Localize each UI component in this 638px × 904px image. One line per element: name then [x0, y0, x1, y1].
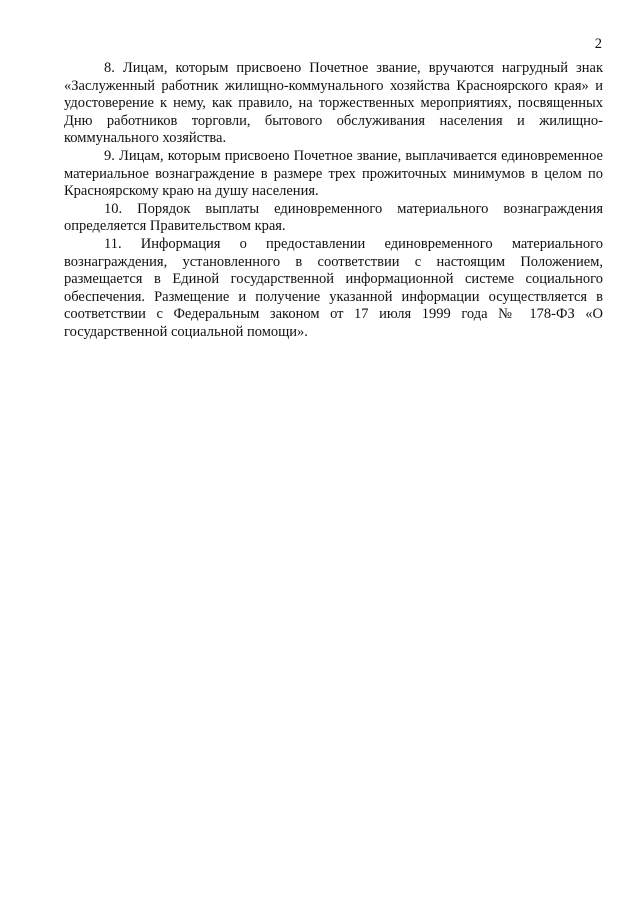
page-number: 2 — [594, 36, 602, 52]
paragraph-8: 8. Лицам, которым присвоено Почетное звание, вручаются нагрудный знак «Заслуженный работник жилищно-коммунального хозяйства Красноярского края» и удостоверение к нему, как правило, на торжественных мероприятиях, посвященных Дню работников торговли, бытового обслуживания населения и жилищно-коммунального хозяйства. — [64, 60, 603, 147]
paragraph-9: 9. Лицам, которым присвоено Почетное звание, выплачивается единовременное материальное вознаграждение в размере трех прожиточных минимумов в целом по Красноярскому краю на душу населения. — [64, 147, 603, 200]
document-body — [64, 60, 603, 342]
paragraph-10: 10. Порядок выплаты единовременного материального вознаграждения определяется Правительством края. — [64, 200, 603, 235]
paragraph-11: 11. Информация о предоставлении единовременного материального вознаграждения, установленного в соответствии с настоящим Положением, размещается в Единой государственной информационной системе социального обеспечения. Размещение и получение указанной информации осуществляется в соответствии с Федеральным законом от 17 июля 1999 года № 178-ФЗ «О государственной социальной помощи». — [64, 235, 603, 340]
